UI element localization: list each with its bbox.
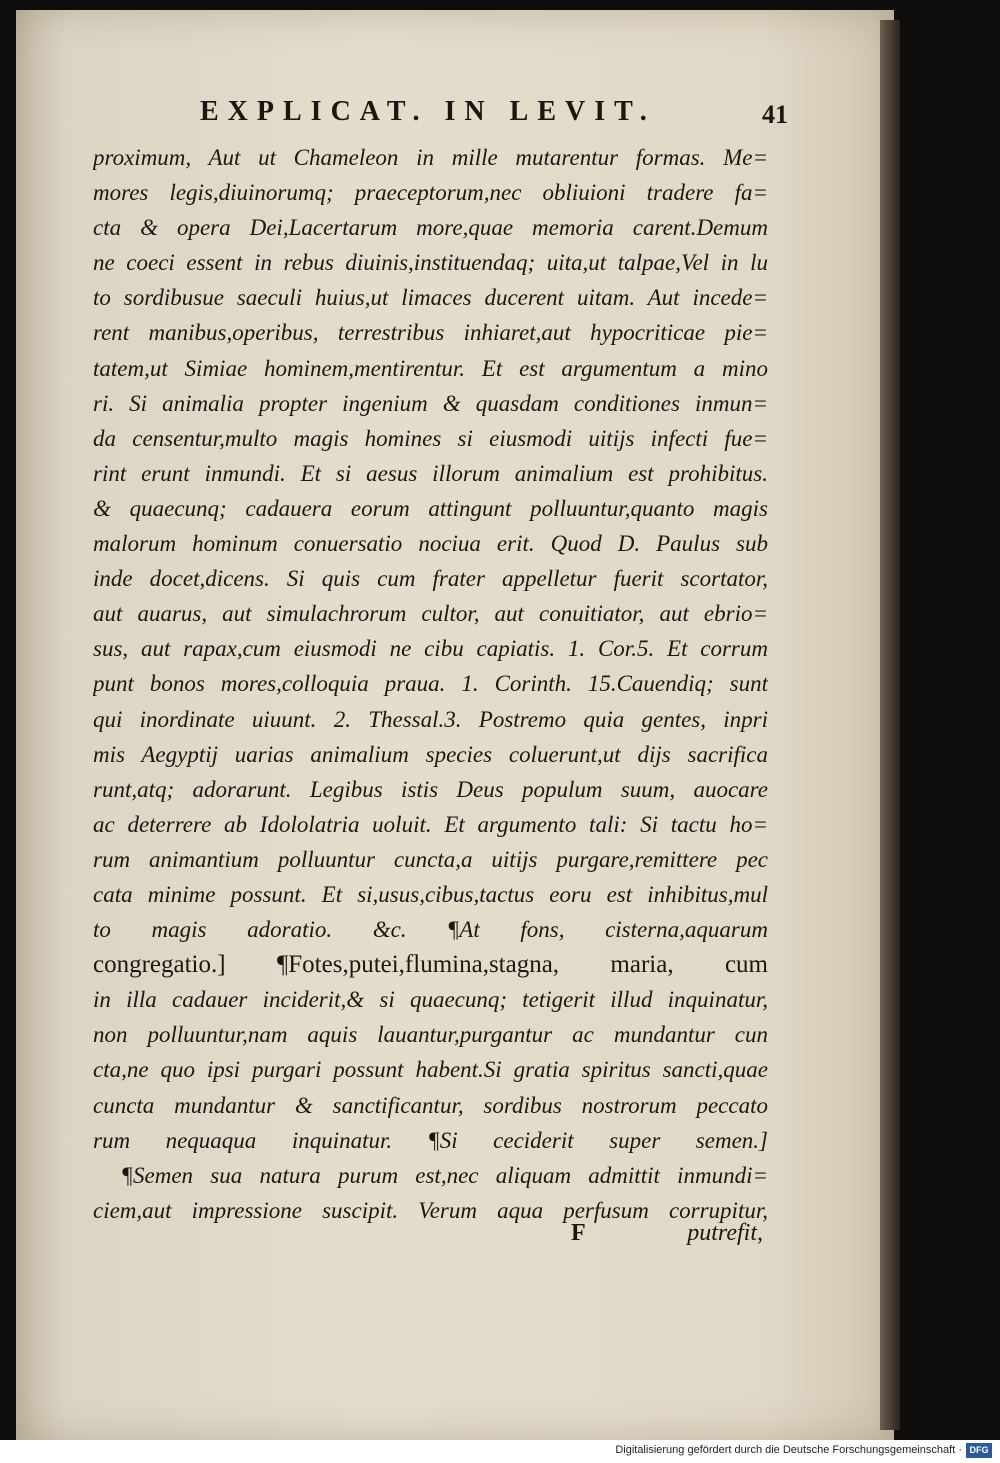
text-line: in illa cadauer inciderit,& si quaecunq; tetigerit illud inquinatur, [93,987,768,1013]
text-line: ne coeci essent in rebus diuinis,instituendaq; uita,ut talpae,Vel in lu [93,250,768,276]
lemma-line: to magis adoratio. &c. ¶At fons, cisterna,aquarum [93,917,768,943]
text-line: runt,atq; adorarunt. Legibus istis Deus populum suum, auocare [93,776,768,802]
text-line: mores legis,diuinorumq; praeceptorum,nec obliuioni tradere fa= [93,180,768,206]
text-line: rint erunt inmundi. Et si aesus illorum animalium est prohibitus. [93,460,768,486]
text-line: aut auarus, aut simulachrorum cultor, aut conuitiator, aut ebrio= [93,601,768,627]
text-line: sus, aut rapax,cum eiusmodi ne cibu capiatis. 1. Cor.5. Et corrum [93,636,768,662]
text-line: to sordibusue saeculi huius,ut limaces ducerent uitam. Aut incede= [93,285,768,311]
lemma-line: rum nequaqua inquinatur. ¶Si ceciderit super semen.] [93,1127,768,1153]
footer-credit: Digitalisierung gefördert durch die Deutsche Forschungsgemeinschaft · [615,1444,962,1456]
text-line: & quaecunq; cadauera eorum attingunt polluuntur,quanto magis [93,495,768,521]
lemma-line: congregatio.] ¶Fotes,putei,flumina,stagna, maria, cum [93,951,768,979]
text-line: non polluuntur,nam aquis lauantur,purgantur ac mundantur cun [93,1022,768,1048]
text-line: cuncta mundantur & sanctificantur, sordibus nostrorum peccato [93,1092,768,1118]
text-line: ¶Semen sua natura purum est,nec aliquam admittit inmundi= [121,1162,768,1188]
text-line: ac deterrere ab Idololatria uoluit. Et argumento tali: Si tactu ho= [93,811,768,837]
text-line: cta & opera Dei,Lacertarum more,quae memoria carent.Demum [93,215,768,241]
text-line: inde docet,dicens. Si quis cum frater appelletur fuerit scortator, [93,566,768,592]
text-line: qui inordinate uiuunt. 2. Thessal.3. Postremo quia gentes, inpri [93,706,768,732]
text-line: malorum hominum conuersatio nociua erit. Quod D. Paulus sub [93,531,768,557]
text-line: rent manibus,operibus, terrestribus inhiaret,aut hypocriticae pie= [93,320,768,346]
catchword: putrefit, [687,1220,763,1246]
running-head: EXPLICAT. IN LEVIT. [200,96,656,127]
text-line: punt bonos mores,colloquia praua. 1. Corinth. 15.Cauendiq; sunt [93,671,768,697]
text-line: proximum, Aut ut Chameleon in mille mutarentur formas. Me= [93,145,768,170]
folio-number: 41 [762,100,788,129]
text-line: da censentur,multo magis homines si eiusmodi uitijs infecti fue= [93,425,768,451]
catch-row [93,1220,763,1256]
dfg-logo-icon: DFG [966,1443,992,1458]
footer-bar [0,1440,1000,1463]
text-line: ri. Si animalia propter ingenium & quasdam conditiones inmun= [93,390,768,416]
text-line: rum animantium polluuntur cuncta,a uitijs purgare,remittere pec [93,846,768,872]
page-edge [880,20,900,1430]
text-line: tatem,ut Simiae hominem,mentirentur. Et est argumentum a mino [93,355,768,381]
text-line: mis Aegyptij uarias animalium species coluerunt,ut dijs sacrifica [93,741,768,767]
body-text [93,140,768,1228]
text-line: ciem,aut impressione suscipit. Verum aqua perfusum corrupitur, [93,1197,768,1223]
signature-mark: F [571,1220,586,1246]
text-line: cata minime possunt. Et si,usus,cibus,tactus eoru est inhibitus,mul [93,881,768,907]
text-line: cta,ne quo ipsi purgari possunt habent.Si gratia spiritus sancti,quae [93,1057,768,1083]
